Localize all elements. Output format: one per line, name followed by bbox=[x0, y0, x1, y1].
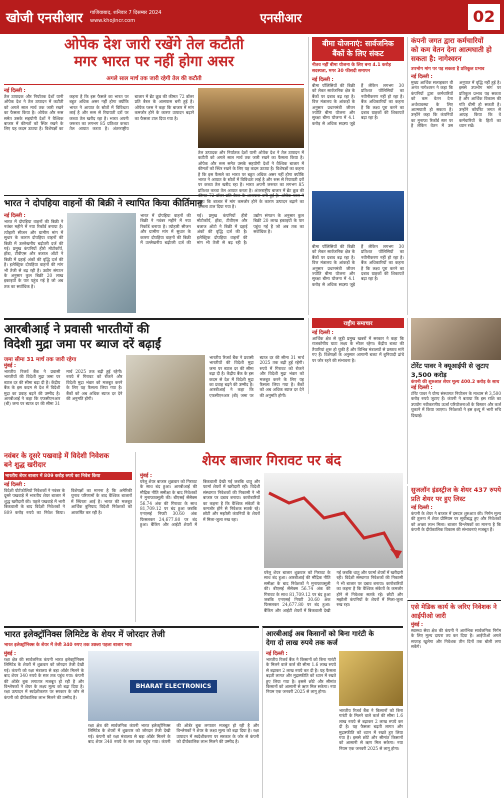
wage-story bbox=[407, 37, 501, 315]
lead-body: तेल उत्पादक और निर्यातक देशों यानी ओपेक देश ने तेल उत्पादन में कटौती को अगले साल मार्च तक जारी रखने का फैसला किया है। ओपेक और रूस समेत उसके सहयोगी देशों ने वैश्विक बाजार में कीमतों को स्थिर रखने के लिए यह कदम उठाया है। विशेषज्ञों का कहना है कि इस फैसले का भारत पर बहुत अधिक असर नहीं होगा क्योंकि भारत ने आयात के स्रोतों में विविधता लाई है और रूस से रियायती दरों पर कच्चा तेल खरीद रहा है। भारत अपनी जरूरत का लगभग 85 प्रतिशत कच्चा तेल आयात करता है। अंतरराष्ट्रीय बाजार में ब्रेंट क्रूड की कीमत 72 डॉलर प्रति बैरल के आसपास बनी हुई है। ओपेक प्लस ने कहा कि बाजार में मांग कमजोर होने के कारण उत्पादन बढ़ाने का फैसला टाल दिया गया है। bbox=[4, 94, 194, 132]
falling-chart-graphic bbox=[264, 473, 403, 568]
bel-logo-photo bbox=[88, 651, 259, 721]
farmer-city: नई दिल्ली : bbox=[266, 651, 288, 657]
wage-headline-3: सकता है: नागेश्वरन bbox=[411, 55, 462, 63]
farmer-headline-1: आरबीआई अब किसानों को बिना गारंटी के bbox=[266, 630, 374, 638]
suzlon-city: नई दिल्ली : bbox=[411, 505, 433, 511]
farmer-body-a: भारतीय रिजर्व बैंक ने किसानों को बिना गारंटी के मिलने वाले कर्ज की सीमा 1.6 लाख रुपये से बढ़ाकर 2 लाख रुपये कर दी है। यह फैसला बढ़ती लागत और मुद्रास्फीति को ध्यान में रखते हुए लिया गया है। इससे छोटे और सीमांत किसानों को आसानी से ऋण मिल सकेगा। नया नियम एक जनवरी 2025 से लागू होगा। bbox=[266, 657, 336, 695]
foreign-city: नई दिल्ली : bbox=[4, 482, 26, 488]
foreign-inflow-story bbox=[4, 452, 136, 622]
rbi-story bbox=[4, 318, 304, 448]
bel-subhead: भारत इलेक्ट्रॉनिक्स के शेयर में तेजी 340 रुपए तक उछला पहला बाजार भाव bbox=[4, 643, 132, 648]
rbi-building-photo bbox=[126, 355, 205, 443]
farmer-headline-2: देगा दो लाख रुपये तक कर्ज bbox=[266, 639, 338, 647]
insurance-body: बीमा पॉलिसियों की बिक्री को लेकर सार्वजनिक क्षेत्र के बैंकों पर दबाव बढ़ रहा है। वित्त मंत्रालय के आंकड़ों के अनुसार प्रधानमंत्री जीवन ज्योति बीमा योजना और सुरक्षा बीमा योजना में 4.1 करोड़ से अधिक सदस्य जुड़े हैं लेकिन लगभग 30 प्रतिशत पॉलिसियों का नवीनीकरण नहीं हो रहा है। बैंक अधिकारियों का कहना है कि लक्ष्य पूरा करने का दबाव ग्राहकों की शिकायतें बढ़ा रहा है। bbox=[312, 83, 404, 126]
rbi-body-cont: भारतीय रिजर्व बैंक ने प्रवासी भारतीयों की विदेशी मुद्रा जमा पर ब्याज दर की सीमा बढ़ा दी है। केंद्रीय बैंक के इस कदम से देश में विदेशी मुद्रा का प्रवाह बढ़ने की उम्मीद है। आरबीआई ने कहा कि एफसीएनआर (बी) जमा पर ब्याज दर की सीमा 31 मार्च 2025 तक बढ़ी हुई रहेगी। रुपये में गिरावट को रोकने और विदेशी मुद्रा भंडार को मजबूत करने के लिए यह फैसला लिया गया है। बैंकों को अब अधिक ब्याज दर देने की अनुमति होगी। bbox=[209, 355, 304, 398]
market-city: मुंबई : bbox=[140, 473, 153, 479]
foreign-body: विदेशी पोर्टफोलियो निवेशकों ने नवंबर के दूसरे पखवाड़े में भारतीय शेयर बाजार में शुद्ध खरीदारी की। पहले पखवाड़े में भारी बिकवाली के बाद विदेशी निवेशकों ने 809 करोड़ रुपये का निवेश किया। विशेषज्ञों का मानना है कि अमेरिकी चुनाव परिणामों के बाद वैश्विक बाजारों में स्थिरता आई है। भारत की मजबूत आर्थिक बुनियाद विदेशी निवेशकों को आकर्षित कर रही है। bbox=[4, 488, 132, 515]
bel-logo: BHARAT ELECTRONICS bbox=[130, 680, 218, 693]
torrent-photo bbox=[411, 318, 501, 360]
suzlon-body: कंपनी के शेयर ने बाजार में दमदार शुरुआत की। निर्गम मूल्य की तुलना में शेयर प्रीमियम पर सूचीबद्ध हुए और निवेशकों को अच्छा लाभ मिला। बाजार विश्लेषकों का मानना है कि कंपनी के दीर्घकालिक विकास की संभावनाएं मजबूत हैं। bbox=[411, 511, 501, 533]
foreign-subhead: भारतीय शेयर बाजार में 809 करोड़ रुपये का निवेश किया bbox=[4, 472, 132, 480]
coin-photo bbox=[339, 651, 403, 706]
masthead bbox=[0, 0, 504, 34]
dateline-date: गाजियाबाद, शनिवार 7 दिसम्बर 2024 bbox=[90, 10, 162, 16]
farmer-loan-story bbox=[262, 626, 403, 798]
lead-headline-1: ओपेक देश जारी रखेंगे तेल कटौती bbox=[64, 37, 244, 53]
insurance-photo bbox=[312, 191, 404, 241]
torrent-body: टोरेंट पावर ने योग्य संस्थागत नियोजन के माध्यम से 3,500 करोड़ रुपये जुटाए हैं। कंपनी ने बताया कि इस राशि का उपयोग नवीकरणीय ऊर्जा परियोजनाओं के विस्तार और कर्ज चुकाने में किया जाएगा। निवेशकों ने इस इश्यू में भारी रुचि दिखाई। bbox=[411, 391, 501, 418]
lead-headline-2: मगर भारत पर नहीं होगा असर bbox=[73, 54, 234, 70]
ipo-body: स्वास्थ्य सेवा क्षेत्र की कंपनी ने आरंभिक सार्वजनिक निर्गम के लिए मूल्य दायरा तय कर दिया है। आईपीओ अगले सप्ताह खुलेगा और निवेशक तीन दिनों तक बोली लगा सकेंगे। bbox=[411, 628, 501, 650]
foreign-headline-1: नवंबर के दूसरे पखवाड़े में विदेशी निवेशक bbox=[4, 452, 110, 460]
insurance-body-cont: बीमा पॉलिसियों की बिक्री को लेकर सार्वजनिक क्षेत्र के बैंकों पर दबाव बढ़ रहा है। वित्त मंत्रालय के आंकड़ों के अनुसार प्रधानमंत्री जीवन ज्योति बीमा योजना और सुरक्षा बीमा योजना में 4.1 करोड़ से अधिक सदस्य जुड़े हैं लेकिन लगभग 30 प्रतिशत पॉलिसियों का नवीनीकरण नहीं हो रहा है। बैंक अधिकारियों का कहना है कि लक्ष्य पूरा करने का दबाव ग्राहकों की शिकायतें बढ़ा रहा है। bbox=[312, 244, 404, 287]
oil-rig-photo bbox=[198, 88, 304, 148]
ipo-story bbox=[407, 600, 501, 798]
two-wheeler-story bbox=[4, 195, 304, 315]
bel-city: मुंबई : bbox=[4, 651, 17, 657]
lead-subhead: अगले साल मार्च तक जारी रहेगी तेल की कटौती bbox=[4, 74, 304, 85]
suzlon-headline: सुजलॉन इंडस्ट्रीज के शेयर 437 रुपये प्रति शेयर पर हुए लिस्ट bbox=[411, 486, 501, 503]
market-headline: शेयर बाजार गिरावट पर बंद bbox=[201, 453, 342, 469]
wage-body: मुख्य आर्थिक सलाहकार वी अनंत नागेश्वरन ने कहा कि कंपनियों द्वारा कर्मचारियों को कम वेतन देना अर्थव्यवस्था के लिए आत्मघाती हो सकता है। उन्होंने कहा कि कंपनियों का मुनाफा रिकॉर्ड स्तर पर है लेकिन वेतन में उस अनुपात में वृद्धि नहीं हुई है। इससे उपभोग मांग पर प्रतिकूल प्रभाव पड़ सकता है और आर्थिक विकास की गति धीमी हो सकती है। उन्होंने कॉर्पोरेट जगत से आग्रह किया कि वे कर्मचारियों के हितों का ध्यान रखें। bbox=[411, 80, 501, 129]
two-wheeler-headline: भारत ने दोपहिया वाहनों की बिक्री ने स्थापित किया कीर्तिमान bbox=[4, 199, 203, 209]
lead-body-cont: तेल उत्पादक और निर्यातक देशों यानी ओपेक देश ने तेल उत्पादन में कटौती को अगले साल मार्च तक जारी रखने का फैसला किया है। ओपेक और रूस समेत उसके सहयोगी देशों ने वैश्विक बाजार में कीमतों को स्थिर रखने के लिए यह कदम उठाया है। विशेषज्ञों का कहना है कि इस फैसले का भारत पर बहुत अधिक असर नहीं होगा क्योंकि भारत ने आयात के स्रोतों में विविधता लाई है और रूस से रियायती दरों पर कच्चा तेल खरीद रहा है। भारत अपनी जरूरत का लगभग 85 प्रतिशत कच्चा तेल आयात करता है। अंतरराष्ट्रीय बाजार में ब्रेंट क्रूड की कीमत 72 डॉलर प्रति बैरल के आसपास बनी हुई है। ओपेक प्लस ने कहा कि बाजार में मांग कमजोर होने के कारण उत्पादन बढ़ाने का फैसला टाल दिया गया है। bbox=[198, 150, 304, 210]
torrent-story bbox=[407, 318, 501, 484]
market-body: घरेलू शेयर बाजार शुक्रवार को गिरावट के साथ बंद हुआ। आरबीआई की मौद्रिक नीति समीक्षा के बाद निवेशकों ने मुनाफावसूली की। बीएसई सेंसेक्स 56.74 अंक की गिरावट के साथ 81,709.12 पर बंद हुआ जबकि एनएसई निफ्टी 30.60 अंक फिसलकर 24,677.80 पर बंद हुआ। बैंकिंग और आईटी शेयरों में बिकवाली देखी गई जबकि धातु और फार्मा शेयरों में खरीदारी रही। विदेशी संस्थागत निवेशकों की निकासी ने भी बाजार पर दबाव बनाया। कारोबारियों का कहना है कि वैश्विक संकेतों के कमजोर होने से निवेशक सतर्क रहे। छोटी और मझोली कंपनियों के शेयरों में मिला-जुला रुख रहा। bbox=[140, 479, 260, 528]
section-title: एनसीआर bbox=[260, 10, 302, 25]
suzlon-story bbox=[407, 486, 501, 598]
newspaper-logo: खोजी एनसीआर bbox=[6, 11, 83, 26]
bel-headline: भारत इलेक्ट्रॉनिक्स लिमिटेड के शेयर में जोरदार तेजी bbox=[4, 630, 165, 640]
wage-headline-2: को कम वेतन देना आत्मघाती हो bbox=[411, 46, 492, 54]
market-chart-photo bbox=[264, 473, 403, 568]
rbi-headline-1: आरबीआई ने प्रवासी भारतीयों की bbox=[4, 322, 150, 336]
wage-subhead: उपभोग मांग पर पड़ सकता है प्रतिकूल प्रभाव bbox=[411, 67, 485, 72]
torrent-headline: टोरेंट पावर ने क्यूआईपी से जुटाए 3,500 करोड़ bbox=[411, 362, 489, 379]
insurance-story bbox=[308, 37, 404, 315]
bel-body-b: रक्षा क्षेत्र की सार्वजनिक कंपनी भारत इलेक्ट्रॉनिक्स लिमिटेड के शेयरों में शुक्रवार को जोरदार तेजी देखी गई। कंपनी को रक्षा मंत्रालय से बड़ा ऑर्डर मिलने के बाद शेयर 340 रुपये के स्तर तक पहुंच गया। कंपनी की ऑर्डर बुक लगातार मजबूत हो रही है और विश्लेषकों ने शेयर के लक्ष्य मूल्य को बढ़ा दिया है। रक्षा उत्पादन में स्वदेशीकरण पर सरकार के जोर से कंपनी को दीर्घकालिक लाभ मिलने की उम्मीद है। bbox=[88, 723, 259, 745]
ipo-city: मुंबई : bbox=[411, 622, 424, 628]
sidebar-heading: राष्ट्रीय समाचार bbox=[312, 318, 404, 328]
wage-headline-1: कंपनी जगत द्वारा कर्मचारियों bbox=[411, 37, 484, 45]
rbi-city: मुंबई : bbox=[4, 363, 17, 369]
foreign-headline-2: बने शुद्ध खरीदार bbox=[4, 461, 46, 469]
sidebar-news bbox=[308, 318, 404, 394]
market-story bbox=[140, 452, 403, 622]
ipo-headline-2: आईपीओ जारी bbox=[411, 611, 446, 620]
insurance-headline-1: बीमा योजनाएं: सार्वजनिक bbox=[322, 39, 394, 48]
page-number: 02 bbox=[468, 4, 500, 30]
two-wheeler-photo bbox=[67, 213, 136, 313]
insurance-subhead: नीतव नहीं बीमा योजना के लिए बना 4.1 करोड़ सदस्यता, मगर 30 फीसदी समापन bbox=[312, 63, 391, 74]
rbi-headline-2: विदेशी मुद्रा जमा पर ब्याज दरें बढ़ाईं bbox=[4, 337, 161, 351]
dateline bbox=[90, 9, 260, 25]
rbi-subhead: जमा सीमा 31 मार्च तक जारी रहेगा bbox=[4, 357, 77, 363]
two-wheeler-body-a: भारत में दोपहिया वाहनों की बिक्री ने नवंबर महीने में नया रिकॉर्ड बनाया है। त्योहारी सीजन और ग्रामीण मांग में सुधार के कारण दोपहिया वाहनों की बिक्री में उल्लेखनीय बढ़ोतरी दर्ज की गई। प्रमुख कंपनियों हीरो मोटोकॉर्प, होंडा, टीवीएस और बजाज ऑटो ने बिक्री में दहाई अंकों की वृद्धि दर्ज की है। इलेक्ट्रिक दोपहिया वाहनों की मांग भी तेजी से बढ़ रही है। उद्योग संगठन के अनुसार कुल बिक्री 20 लाख इकाइयों के पार पहुंच गई है जो अब तक का सर्वाधिक है। bbox=[4, 219, 64, 289]
sidebar-body: आर्थिक क्षेत्र से जुड़ी प्रमुख खबरों में सरकार ने कहा कि राजकोषीय घाटा लक्ष्य के भीतर रहेगा। केंद्रीय बजट की तैयारियां शुरू हो चुकी हैं और विभिन्न मंत्रालयों से प्रस्ताव मांगे गए हैं। विशेषज्ञों के अनुसार आगामी बजट में बुनियादी ढांचे पर जोर रहने की संभावना है। bbox=[312, 336, 404, 363]
wage-city: नई दिल्ली : bbox=[411, 74, 433, 80]
bel-body-a: रक्षा क्षेत्र की सार्वजनिक कंपनी भारत इलेक्ट्रॉनिक्स लिमिटेड के शेयरों में शुक्रवार को जोरदार तेजी देखी गई। कंपनी को रक्षा मंत्रालय से बड़ा ऑर्डर मिलने के बाद शेयर 340 रुपये के स्तर तक पहुंच गया। कंपनी की ऑर्डर बुक लगातार मजबूत हो रही है और विश्लेषकों ने शेयर के लक्ष्य मूल्य को बढ़ा दिया है। रक्षा उत्पादन में स्वदेशीकरण पर सरकार के जोर से कंपनी को दीर्घकालिक लाभ मिलने की उम्मीद है। bbox=[4, 657, 84, 700]
ipo-headline-1: एसे मेडिक कार्य के जरिए निवेशक ने bbox=[411, 603, 497, 611]
market-body-cont: घरेलू शेयर बाजार शुक्रवार को गिरावट के साथ बंद हुआ। आरबीआई की मौद्रिक नीति समीक्षा के बाद निवेशकों ने मुनाफावसूली की। बीएसई सेंसेक्स 56.74 अंक की गिरावट के साथ 81,709.12 पर बंद हुआ जबकि एनएसई निफ्टी 30.60 अंक फिसलकर 24,677.80 पर बंद हुआ। बैंकिंग और आईटी शेयरों में बिकवाली देखी गई जबकि धातु और फार्मा शेयरों में खरीदारी रही। विदेशी संस्थागत निवेशकों की निकासी ने भी बाजार पर दबाव बनाया। कारोबारियों का कहना है कि वैश्विक संकेतों के कमजोर होने से निवेशक सतर्क रहे। छोटी और मझोली कंपनियों के शेयरों में मिला-जुला रुख रहा। bbox=[264, 570, 403, 613]
two-wheeler-body-b: भारत में दोपहिया वाहनों की बिक्री ने नवंबर महीने में नया रिकॉर्ड बनाया है। त्योहारी सीजन और ग्रामीण मांग में सुधार के कारण दोपहिया वाहनों की बिक्री में उल्लेखनीय बढ़ोतरी दर्ज की गई। प्रमुख कंपनियों हीरो मोटोकॉर्प, होंडा, टीवीएस और बजाज ऑटो ने बिक्री में दहाई अंकों की वृद्धि दर्ज की है। इलेक्ट्रिक दोपहिया वाहनों की मांग भी तेजी से बढ़ रही है। उद्योग संगठन के अनुसार कुल बिक्री 20 लाख इकाइयों के पार पहुंच गई है जो अब तक का सर्वाधिक है। bbox=[140, 213, 304, 246]
two-wheeler-city: नई दिल्ली : bbox=[4, 213, 26, 219]
rbi-body: भारतीय रिजर्व बैंक ने प्रवासी भारतीयों की विदेशी मुद्रा जमा पर ब्याज दर की सीमा बढ़ा दी है। केंद्रीय बैंक के इस कदम से देश में विदेशी मुद्रा का प्रवाह बढ़ने की उम्मीद है। आरबीआई ने कहा कि एफसीएनआर (बी) जमा पर ब्याज दर की सीमा 31 मार्च 2025 तक बढ़ी हुई रहेगी। रुपये में गिरावट को रोकने और विदेशी मुद्रा भंडार को मजबूत करने के लिए यह फैसला लिया गया है। बैंकों को अब अधिक ब्याज दर देने की अनुमति होगी। bbox=[4, 369, 123, 407]
farmer-body-b: भारतीय रिजर्व बैंक ने किसानों को बिना गारंटी के मिलने वाले कर्ज की सीमा 1.6 लाख रुपये से बढ़ाकर 2 लाख रुपये कर दी है। यह फैसला बढ़ती लागत और मुद्रास्फीति को ध्यान में रखते हुए लिया गया है। इससे छोटे और सीमांत किसानों को आसानी से ऋण मिल सकेगा। नया नियम एक जनवरी 2025 से लागू होगा। bbox=[339, 708, 403, 751]
torrent-subhead: कंपनी की शुरुआत शेयर मूल्य 400.2 करोड़ के साथ bbox=[411, 380, 500, 385]
insurance-city: नई दिल्ली : bbox=[312, 77, 334, 83]
dateline-web: www.khojincr.com bbox=[90, 18, 136, 24]
bel-story bbox=[4, 626, 259, 798]
insurance-headline-2: बैंकों के लिए संकट bbox=[332, 49, 384, 58]
sidebar-city: नई दिल्ली : bbox=[312, 330, 334, 336]
lead-city: नई दिल्ली : bbox=[4, 88, 26, 94]
torrent-city: नई दिल्ली : bbox=[411, 385, 433, 391]
